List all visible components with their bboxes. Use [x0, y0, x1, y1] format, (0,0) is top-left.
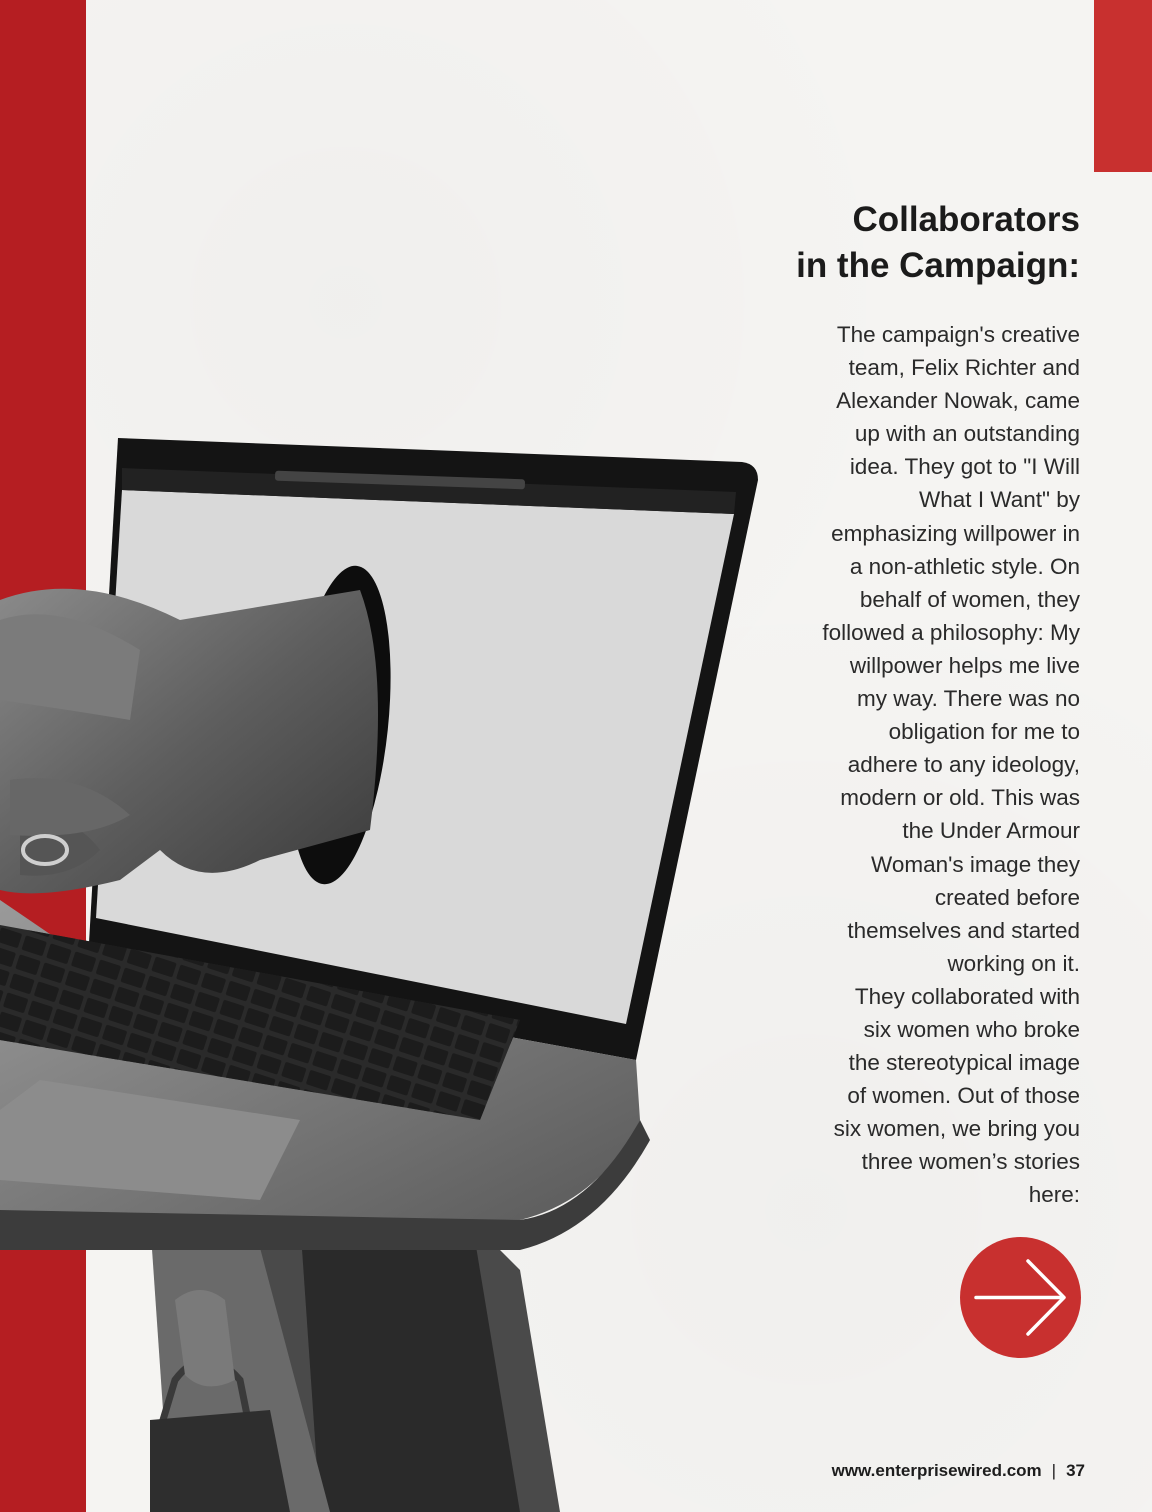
heading-line: Collaborators [852, 200, 1080, 239]
body-line: a non-athletic style. On [849, 553, 1080, 579]
website-link[interactable]: www.enterprisewired.com [831, 1461, 1042, 1480]
body-line: themselves and started [847, 917, 1080, 943]
arrow-right-icon [960, 1237, 1081, 1358]
body-line: They collaborated with [854, 983, 1080, 1009]
body-line: Woman's image they [871, 851, 1080, 877]
page-footer [832, 1461, 1085, 1481]
body-line: emphasizing willpower in [831, 520, 1080, 546]
body-line: idea. They got to "I Will [849, 454, 1080, 480]
body-line: obligation for me to [888, 719, 1080, 745]
corner-red-tab [1094, 0, 1152, 172]
section-heading [660, 197, 1080, 289]
body-line: six women who broke [863, 1016, 1080, 1042]
heading-line: in the Campaign: [796, 246, 1080, 285]
body-line: modern or old. This was [840, 785, 1080, 811]
body-paragraph [750, 318, 1080, 1212]
body-line: the Under Armour [902, 818, 1080, 844]
body-line: followed a philosophy: My [822, 619, 1080, 645]
body-line: here: [1028, 1182, 1080, 1208]
page-number: 37 [1066, 1461, 1085, 1480]
body-line: the stereotypical image [848, 1050, 1080, 1076]
body-line: team, Felix Richter and [848, 355, 1080, 381]
body-line: six women, we bring you [833, 1116, 1080, 1142]
body-line: willpower helps me live [849, 652, 1080, 678]
body-line: created before [934, 884, 1080, 910]
body-line: Alexander Nowak, came [836, 388, 1080, 414]
laptop-hand-photo [0, 420, 770, 1512]
body-line: of women. Out of those [847, 1083, 1080, 1109]
body-line: adhere to any ideology, [847, 752, 1080, 778]
body-line: up with an outstanding [854, 421, 1080, 447]
footer-separator: | [1051, 1461, 1057, 1480]
body-line: behalf of women, they [859, 586, 1080, 612]
body-line: working on it. [947, 950, 1080, 976]
body-line: three women’s stories [861, 1149, 1080, 1175]
next-page-button[interactable] [960, 1237, 1081, 1358]
body-line: The campaign's creative [836, 322, 1080, 347]
body-line: What I Want" by [919, 487, 1080, 513]
body-line: my way. There was no [856, 686, 1080, 712]
